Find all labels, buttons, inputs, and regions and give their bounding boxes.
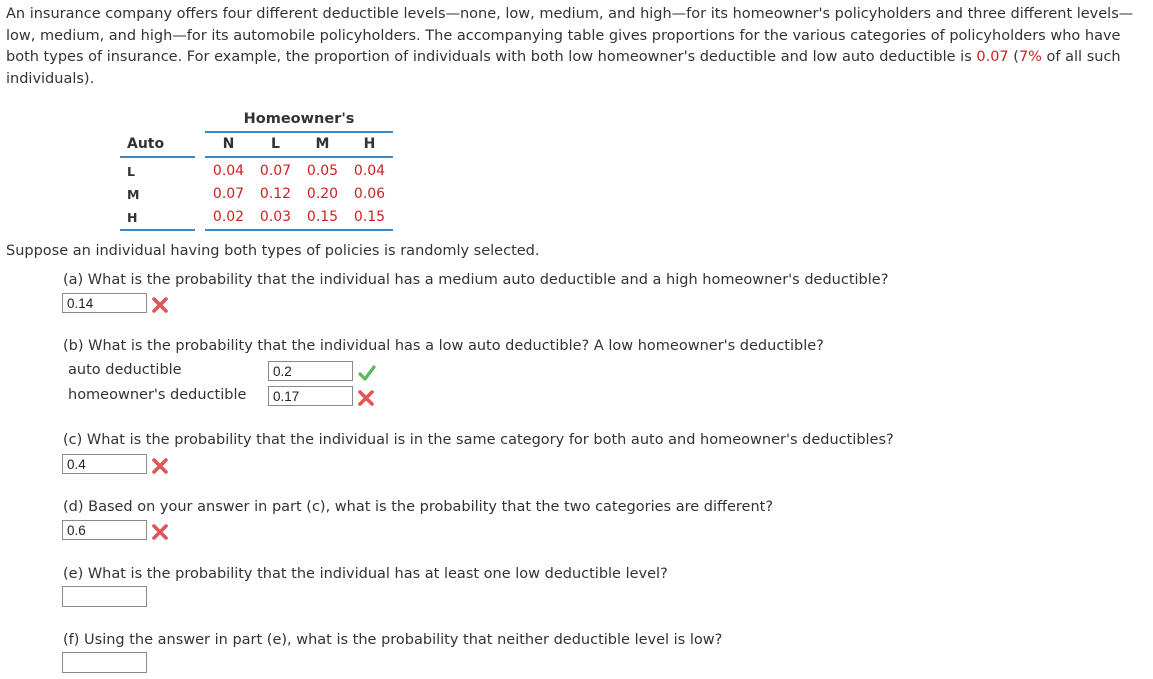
question-a-text: (a) What is the probability that the individual has a medium auto deductible and a high homeowner's deductible? <box>63 272 889 288</box>
problem-intro: An insurance company offers four different deductible levels—none, low, medium, and high—for its homeowner's policyholders and three different levels—low, medium, and high—for its automobile policyholders. The accompanying table gives proportions for the various categories of policyholders who have both types of insurance. For example, the proportion of individuals with both low homeowner's deductible and low auto deductible is 0.07 (7% of all such individuals). <box>6 6 1134 87</box>
question-d-text: (d) Based on your answer in part (c), what is the probability that the two categories are different? <box>63 499 774 515</box>
question-f-text: (f) Using the answer in part (e), what is the probability that neither deductible level is low? <box>63 632 723 648</box>
table-cell: 0.05 <box>306 163 339 179</box>
table-cell: 0.06 <box>353 186 386 202</box>
table-row <box>120 157 393 183</box>
question-e-text: (e) What is the probability that the individual has at least one low deductible level? <box>63 566 668 582</box>
answer-c-input[interactable] <box>62 454 147 474</box>
table-cell: 0.15 <box>299 206 346 230</box>
col-header: M <box>299 132 346 157</box>
table-cell: 0.12 <box>259 186 292 202</box>
correct-icon <box>358 364 376 382</box>
table-cell: 0.07 <box>259 163 292 179</box>
example-proportion: 0.07 <box>976 49 1009 66</box>
question-c-text: (c) What is the probability that the individual is in the same category for both auto and homeowner's deductibles? <box>63 432 894 448</box>
table-row <box>120 206 393 230</box>
answer-a-input[interactable] <box>62 293 147 313</box>
answer-f-input[interactable] <box>62 652 147 673</box>
proportion-table <box>120 108 393 231</box>
incorrect-icon <box>357 389 375 407</box>
table-cell: 0.04 <box>212 163 245 179</box>
table-cell: 0.03 <box>252 206 299 230</box>
answer-e-input[interactable] <box>62 586 147 607</box>
answer-b-auto-input[interactable] <box>268 361 353 381</box>
question-b-text: (b) What is the probability that the individual has a low auto deductible? A low homeowner's deductible? <box>63 338 824 354</box>
table-cell: 0.04 <box>353 163 386 179</box>
table-cell: 0.02 <box>205 206 252 230</box>
row-label: L <box>127 164 135 179</box>
incorrect-icon <box>151 296 169 314</box>
table-cell: 0.20 <box>306 186 339 202</box>
col-header: H <box>346 132 393 157</box>
homeowners-header: Homeowner's <box>205 108 393 132</box>
row-label: H <box>120 206 195 230</box>
col-header: N <box>205 132 252 157</box>
incorrect-icon <box>151 457 169 475</box>
example-percent: 7% <box>1018 49 1042 66</box>
selection-prompt: Suppose an individual having both types of policies is randomly selected. <box>6 243 540 259</box>
answer-d-input[interactable] <box>62 520 147 540</box>
table-cell: 0.15 <box>346 206 393 230</box>
table-cell: 0.07 <box>212 186 245 202</box>
row-label: M <box>127 187 140 202</box>
homeowners-deductible-label: homeowner's deductible <box>68 387 247 403</box>
table-row <box>120 183 393 206</box>
answer-b-home-input[interactable] <box>268 386 353 406</box>
incorrect-icon <box>151 523 169 541</box>
auto-header: Auto <box>120 132 195 157</box>
col-header: L <box>252 132 299 157</box>
auto-deductible-label: auto deductible <box>68 362 182 378</box>
